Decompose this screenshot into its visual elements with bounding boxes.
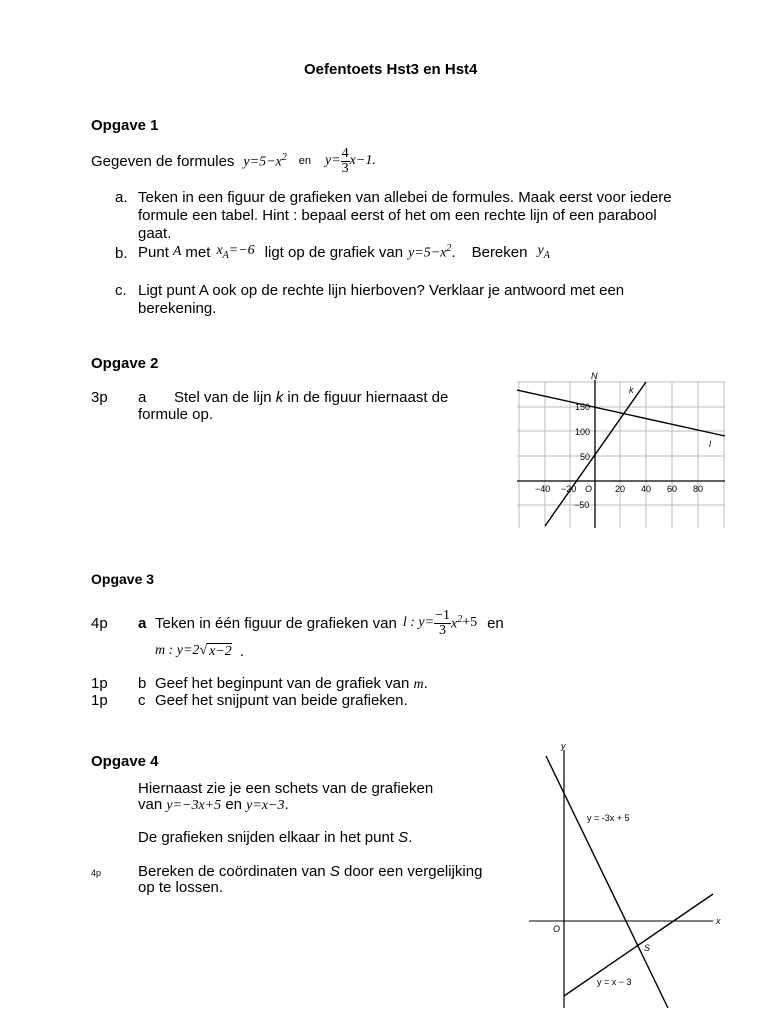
opgave2-part: a [138,389,147,406]
opgave1-a-line1: Teken in een figuur de grafieken van allebei de formules. Maak eerst voor iedere [138,189,672,206]
x-tick: −20 [561,484,577,494]
opgave1-heading: Opgave 1 [91,117,159,134]
y-label: y [561,741,566,751]
line2-label: y = x − 3 [597,977,632,987]
opgave1-c-marker: c. [115,282,127,299]
formula-l-prefix: l : y= [402,615,435,630]
y-tick: 100 [575,427,591,437]
opgave4-line4: Bereken de coördinaten van S door een vergelijking [138,863,483,880]
opgave4-line5: op te lossen. [138,879,224,896]
opgave2-line2: formule op. [138,406,214,423]
line-y-x-minus-3 [564,894,713,996]
opgave1-intro-text: Gegeven de formules [91,152,235,170]
opgave3-a-part: a [138,615,147,632]
page-title: Oefentoets Hst3 en Hst4 [304,61,478,78]
opgave4-graph [525,740,725,1015]
opgave2-graph [517,370,727,528]
formula2-prefix: y= [325,153,341,168]
opgave2-heading: Opgave 2 [91,355,159,372]
line-k-label: k [629,385,634,395]
opgave3-heading: Opgave 3 [91,571,155,587]
x-tick: 40 [641,484,652,494]
x-tick: 60 [667,484,678,494]
y-axis-label: N [591,371,598,381]
opgave4-points: 4p [91,868,102,878]
line-l [517,390,725,436]
opgave1-b-line: Punt A met $x_A=-6$ ligt op de grafiek van $y=5-x^2$ . Bereken $y_A$ [138,242,550,261]
y-tick: −50 [574,500,590,510]
opgave3-b-text: Geef het beginpunt van de grafiek van m. [155,675,428,692]
formula-l-fraction: $\frac{-1}{3}$ [435,607,450,638]
opgave4-heading: Opgave 4 [91,753,159,770]
x-tick: 80 [693,484,704,494]
line-l-label: l [709,439,711,449]
origin-label: O [585,484,593,494]
opgave3-a-line: Teken in één figuur de grafieken van l : y= $\frac{-1}{3}$ $x^2$ +5 en [155,607,504,638]
y-tick: 150 [575,402,591,412]
en-word: en [298,155,311,167]
origin-label: O [553,924,561,934]
x-tick: 20 [615,484,626,494]
formula1: $y=5-x^2$ [243,151,287,170]
opgave1-b-marker: b. [115,245,128,262]
opgave2-points: 3p [91,389,108,406]
opgave4-line1: Hiernaast zie je een schets van de grafieken [138,780,434,797]
y-tick: 50 [580,452,591,462]
formula2-fraction: $\frac{4}{3}$ [341,145,349,176]
opgave3-c-part: c [138,692,146,709]
opgave1-a-line2: formule een tabel. Hint : bepaal eerst of het om een rechte lijn of een parabool [138,207,657,224]
opgave1-intro [91,145,376,177]
opgave4-line2: van y=−3x+5 en y=x−3. [138,796,289,813]
opgave3-m-formula: m : y=2 √ x−2 . [155,642,244,660]
opgave3-a-points: 4p [91,615,108,632]
opgave3-b-part: b [138,675,147,692]
opgave2-line1: Stel van de lijn k in de figuur hiernaast de [174,389,449,406]
x-label: x [716,916,721,926]
line1-label: y = -3x + 5 [587,813,630,823]
opgave3-c-text: Geef het snijpunt van beide grafieken. [155,692,408,709]
formula2-suffix: x−1. [349,153,376,168]
opgave4-line3: De grafieken snijden elkaar in het punt S. [138,829,413,846]
opgave1-a-marker: a. [115,189,128,206]
opgave1-a-line3: gaat. [138,225,172,242]
x-tick: −40 [535,484,551,494]
s-label: S [644,943,651,953]
opgave3-b-points: 1p [91,675,108,692]
opgave1-c-line2: berekening. [138,300,217,317]
opgave1-c-line1: Ligt punt A ook op de rechte lijn hierboven? Verklaar je antwoord met een [138,282,625,299]
opgave3-c-points: 1p [91,692,108,709]
grid-lines [517,382,725,528]
